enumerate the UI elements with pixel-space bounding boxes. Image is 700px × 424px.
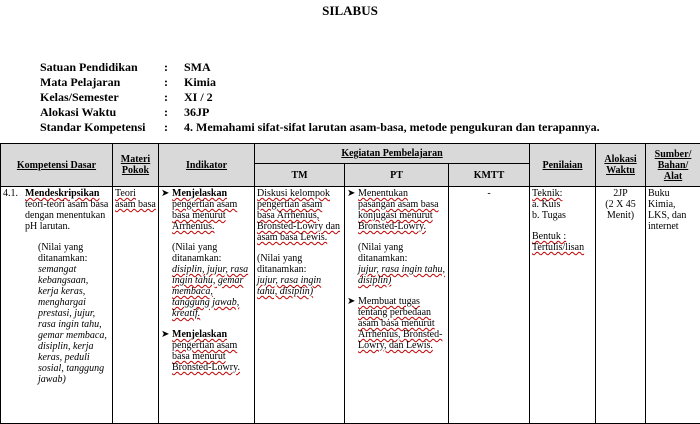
header-kegiatan-pembelajaran: Kegiatan Pembelajaran <box>255 144 530 164</box>
meta-label: Kelas/Semester <box>40 90 119 105</box>
pt-nilai-list: jujur, rasa ingin tahu, disiplin) <box>358 264 446 286</box>
header-kmtt: KMTT <box>449 164 530 187</box>
arrow-bullet-icon: ➤ <box>161 188 169 199</box>
penilaian-teknik: Teknik: <box>532 188 593 199</box>
indikator-text: pengertian asam basa menurut Arrhenius. <box>172 199 252 232</box>
syllabus-table <box>0 143 700 424</box>
pt-text: Membuat tugas tentang perbedaan asam basa menurut Arrhenius, Bronsted-Lowry, dan Lewis. <box>358 296 446 351</box>
table-row <box>1 187 700 424</box>
indikator-verb: Menjelaskan <box>172 329 227 340</box>
document-title: SILABUS <box>0 3 700 19</box>
header-tm: TM <box>255 164 345 187</box>
header-indikator: Indikator <box>159 144 255 187</box>
penilaian-item: b. Tugas <box>532 210 593 221</box>
alokasi-detail: (2 X 45 Menit) <box>598 199 643 221</box>
tm-text: Diskusi kelompok pengertian asam basa Arrhenius, Bronsted-Lowry dan asam basa Lewis. <box>257 188 342 243</box>
indikator-nilai-list: disiplin, jujur, rasa ingin tahu, gemar membaca, tanggung jawab, kreatif. <box>172 264 252 319</box>
meta-colon: : <box>164 75 168 90</box>
cell-sumber: Buku Kimia, LKS, dan internet <box>646 187 700 424</box>
materi-text: Teori asam basa <box>115 188 156 210</box>
cell-pt <box>345 187 449 424</box>
meta-colon: : <box>164 60 168 75</box>
header-pt: PT <box>345 164 449 187</box>
kd-verb: Mendeskripsikan <box>25 188 99 199</box>
meta-colon: : <box>164 105 168 120</box>
meta-value: SMA <box>184 60 211 75</box>
arrow-bullet-icon: ➤ <box>347 296 355 307</box>
alokasi-jp: 2JP <box>598 188 643 199</box>
penilaian-bentuk-value: Tertulis/lisan <box>532 242 593 253</box>
penilaian-item: a. Kuis <box>532 199 593 210</box>
arrow-bullet-icon: ➤ <box>161 329 169 340</box>
header-kompetensi-dasar: Kompetensi Dasar <box>1 144 113 187</box>
meta-value: Kimia <box>184 75 216 90</box>
cell-penilaian <box>530 187 596 424</box>
kd-nilai-list: semangat kebangsaan, kerja keras, menghargai prestasi, jujur, rasa ingin tahu, gemar membaca, disiplin, kerja keras, peduli sosial, tanggung jawab) <box>25 264 110 385</box>
indikator-verb: Menjelaskan <box>172 188 227 199</box>
meta-label: Satuan Pendidikan <box>40 60 138 75</box>
cell-indikator <box>159 187 255 424</box>
meta-value: 4. Memahami sifat-sifat larutan asam-basa, metode pengukuran dan terapannya. <box>184 120 600 135</box>
meta-value: 36JP <box>184 105 209 120</box>
meta-label: Alokasi Waktu <box>40 105 116 120</box>
header-sumber-bahan-alat: Sumber/ Bahan/ Alat <box>646 144 700 187</box>
cell-kompetensi-dasar <box>1 187 113 424</box>
penilaian-bentuk: Bentuk : <box>532 231 593 242</box>
kd-number: 4.1. <box>3 188 18 199</box>
kd-description: teori-teori asam basa dengan menentukan pH larutan. <box>25 199 110 232</box>
meta-label: Mata Pelajaran <box>40 75 120 90</box>
pt-nilai-open: (Nilai yang ditanamkan: <box>358 242 446 264</box>
header-alokasi-waktu: Alokasi Waktu <box>596 144 646 187</box>
tm-nilai-list: jujur, rasa ingin tahu, disiplin) <box>257 275 342 297</box>
meta-colon: : <box>164 120 168 135</box>
pt-text: Menentukan pasangan asam basa konjugasi menurut Bronsted-Lowry. <box>358 188 446 232</box>
cell-kmtt: - <box>449 187 530 424</box>
kd-nilai-open: (Nilai yang ditanamkan: <box>25 242 110 264</box>
arrow-bullet-icon: ➤ <box>347 188 355 199</box>
cell-alokasi-waktu <box>596 187 646 424</box>
cell-materi-pokok <box>113 187 159 424</box>
header-penilaian: Penilaian <box>530 144 596 187</box>
cell-tm <box>255 187 345 424</box>
meta-label: Standar Kompetensi <box>40 120 145 135</box>
tm-nilai-open: (Nilai yang ditanamkan: <box>257 253 342 275</box>
header-materi-pokok: Materi Pokok <box>113 144 159 187</box>
indikator-nilai-open: (Nilai yang ditanamkan: <box>172 242 252 264</box>
meta-colon: : <box>164 90 168 105</box>
meta-value: XI / 2 <box>184 90 213 105</box>
indikator-text: pengertian asam basa menurut Bronsted-Lowry. <box>172 340 252 373</box>
